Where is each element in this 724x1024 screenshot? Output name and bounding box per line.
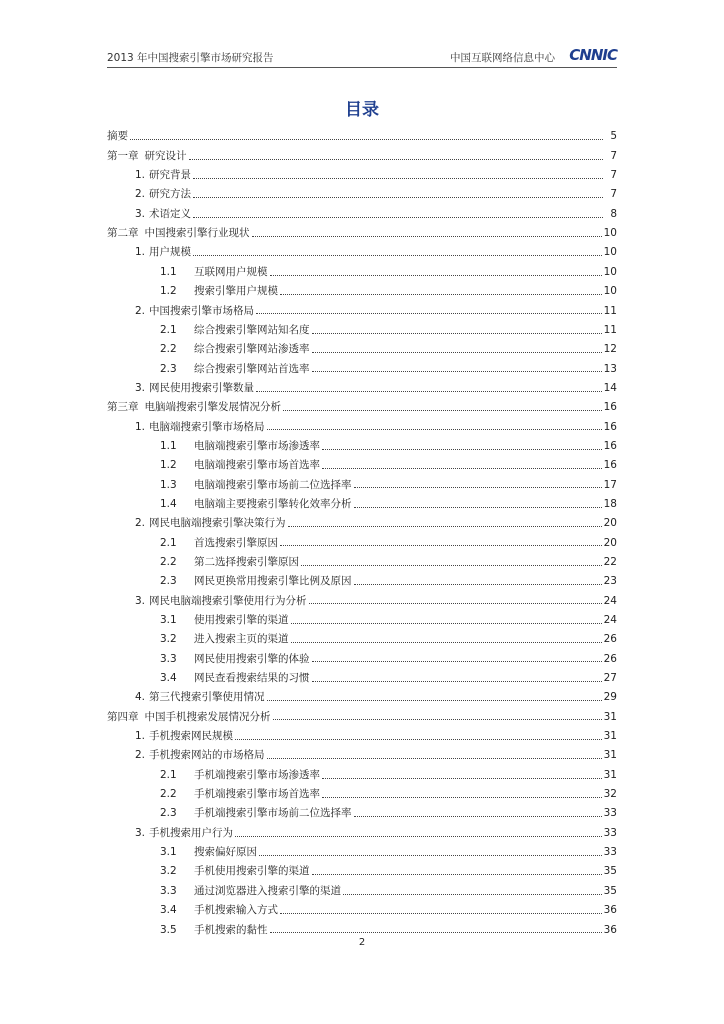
toc-entry-page: 31: [603, 768, 617, 781]
toc-entry-page: 31: [603, 749, 617, 762]
toc-entry-number: 2.2: [160, 343, 177, 356]
toc-leader-dots: [270, 932, 602, 933]
toc-leader-dots: [291, 642, 602, 643]
toc-entry-title: [160, 480, 352, 491]
toc-entry-page: 16: [603, 439, 617, 452]
toc-entry-number: 3.5: [160, 923, 177, 936]
toc-entry-page: 10: [603, 227, 617, 240]
toc-entry-page: 29: [603, 691, 617, 704]
toc-leader-dots: [301, 565, 602, 566]
toc-entry-number: 3.: [135, 207, 146, 220]
toc-leader-dots: [259, 855, 602, 856]
toc-entry-number: 2.: [135, 304, 146, 317]
toc-entry-label: 电脑端主要搜索引擎转化效率分析: [194, 497, 352, 510]
toc-entry-number: 2.: [135, 188, 146, 201]
toc-entry-label: 手机端搜索引擎市场渗透率: [194, 768, 320, 781]
toc-entry-page: 35: [603, 884, 617, 897]
toc-entry-page: 13: [603, 362, 617, 375]
organization-name: 中国互联网络信息中心: [450, 52, 555, 64]
toc-entry-page: 24: [603, 594, 617, 607]
toc-entry-label: 通过浏览器进入搜索引擎的渠道: [194, 884, 341, 897]
toc-entry-label: 进入搜索主页的渠道: [194, 633, 289, 646]
toc-leader-dots: [256, 313, 602, 314]
toc-entry-label: 中国搜索引擎市场格局: [149, 304, 255, 317]
toc-entry-number: 1.2: [160, 459, 177, 472]
toc-entry-label: 首选搜索引擎原因: [194, 536, 278, 549]
toc-entry-label: 摘要: [107, 130, 128, 143]
toc-entry-number: 2.3: [160, 362, 177, 375]
toc-entry-number: 3.1: [160, 614, 177, 627]
toc-entry-title: [160, 925, 268, 936]
toc-leader-dots: [193, 178, 603, 179]
toc-entry[interactable]: [107, 843, 617, 862]
toc-leader-dots: [354, 487, 602, 488]
toc-entry-page: 10: [603, 265, 617, 278]
toc-entry-label: 研究方法: [149, 188, 192, 201]
toc-entry-number: 2.3: [160, 807, 177, 820]
toc-entry-page: 11: [603, 304, 617, 317]
toc-entry-label: 综合搜索引擎网站首选率: [194, 362, 310, 375]
toc-leader-dots: [235, 739, 602, 740]
toc-leader-dots: [312, 352, 602, 353]
toc-entry[interactable]: [107, 146, 617, 165]
toc-entry-page: 16: [603, 401, 617, 414]
toc-entry-label: 网民电脑端搜索引擎使用行为分析: [149, 594, 307, 607]
toc-entry-title: [135, 750, 265, 761]
toc-entry-label: 第三代搜索引擎使用情况: [149, 691, 265, 704]
toc-entry[interactable]: [107, 495, 617, 514]
toc-entry[interactable]: [107, 553, 617, 572]
toc-entry[interactable]: [107, 901, 617, 920]
toc-entry[interactable]: [107, 398, 617, 417]
toc-entry-title: [160, 789, 320, 800]
toc-leader-dots: [354, 507, 602, 508]
toc-entry-label: 电脑端搜索引擎市场首选率: [194, 459, 320, 472]
page-title: 目录: [345, 100, 379, 120]
toc-entry[interactable]: [107, 417, 617, 436]
report-title-header: 2013 年中国搜索引擎市场研究报告: [107, 52, 274, 64]
toc-entry-title: [160, 344, 310, 355]
toc-entry[interactable]: [107, 785, 617, 804]
toc-entry-title: [135, 731, 233, 742]
toc-entry-label: 手机搜索网站的市场格局: [149, 749, 265, 762]
header-divider: [107, 67, 617, 68]
toc-entry-page: 7: [610, 149, 617, 162]
toc-entry[interactable]: [107, 359, 617, 378]
toc-entry-page: 18: [603, 497, 617, 510]
toc-entry-page: 31: [603, 730, 617, 743]
toc-leader-dots: [280, 545, 602, 546]
toc-entry-page: 5: [610, 130, 617, 143]
toc-entry[interactable]: [107, 282, 617, 301]
toc-entry-number: 3.2: [160, 633, 177, 646]
toc-entry-page: 33: [603, 826, 617, 839]
toc-leader-dots: [312, 661, 602, 662]
toc-leader-dots: [235, 836, 602, 837]
toc-leader-dots: [270, 275, 602, 276]
toc-entry-title: [135, 596, 307, 607]
toc-entry-title: [107, 402, 281, 413]
cnnic-logo: CNNIC: [569, 46, 617, 64]
toc-entry-title: [160, 634, 289, 645]
toc-entry[interactable]: [107, 340, 617, 359]
toc-entry-title: [160, 364, 310, 375]
toc-entry[interactable]: [107, 572, 617, 591]
toc-entry[interactable]: [107, 823, 617, 842]
toc-entry-title: [160, 460, 320, 471]
toc-entry-title: [160, 325, 310, 336]
toc-entry-label: 研究背景: [149, 169, 192, 182]
toc-entry-number: 1.: [135, 730, 146, 743]
toc-entry[interactable]: [107, 727, 617, 746]
toc-entry-title: [135, 306, 254, 317]
toc-entry-number: 1.2: [160, 285, 177, 298]
toc-entry-page: 27: [603, 672, 617, 685]
toc-entry[interactable]: [107, 320, 617, 339]
toc-leader-dots: [252, 236, 602, 237]
toc-entry-page: 32: [603, 788, 617, 801]
toc-entry-label: 手机搜索网民规模: [149, 730, 234, 743]
toc-entry[interactable]: [107, 630, 617, 649]
toc-entry-title: [135, 209, 191, 220]
toc-entry[interactable]: [107, 533, 617, 552]
toc-entry-page: 20: [603, 536, 617, 549]
toc-leader-dots: [354, 816, 602, 817]
toc-entry-title: [160, 847, 257, 858]
toc-leader-dots: [291, 623, 602, 624]
toc-entry-number: 2.1: [160, 536, 177, 549]
toc-entry-number: 1.: [135, 420, 146, 433]
toc-entry-number: 3.: [135, 594, 146, 607]
toc-entry-label: 网民使用搜索引擎的体验: [194, 652, 310, 665]
toc-entry-label: 第二选择搜索引擎原因: [194, 555, 299, 568]
toc-entry-page: 26: [603, 633, 617, 646]
toc-entry-title: [160, 654, 310, 665]
toc-entry-label: 手机搜索输入方式: [194, 904, 278, 917]
toc-entry-label: 电脑端搜索引擎市场前二位选择率: [194, 478, 352, 491]
toc-leader-dots: [312, 333, 602, 334]
toc-entry-label: 中国手机搜索发展情况分析: [144, 710, 271, 723]
toc-entry-page: 23: [603, 575, 617, 588]
toc-leader-dots: [322, 778, 602, 779]
toc-entry-page: 12: [603, 343, 617, 356]
toc-entry-number: 3.3: [160, 884, 177, 897]
toc-entry-number: 1.1: [160, 439, 177, 452]
toc-entry-number: 2.2: [160, 555, 177, 568]
page-number: 2: [358, 937, 366, 948]
toc-leader-dots: [283, 410, 602, 411]
toc-entry-number: 2.1: [160, 768, 177, 781]
toc-entry-page: 36: [603, 923, 617, 936]
toc-leader-dots: [273, 719, 602, 720]
toc-entry-number: 4.: [135, 691, 146, 704]
toc-entry-page: 31: [603, 710, 617, 723]
toc-entry-number: 第三章: [107, 401, 139, 414]
toc-entry-number: 2.: [135, 749, 146, 762]
toc-entry-number: 3.1: [160, 846, 177, 859]
toc-entry-title: [160, 576, 352, 587]
toc-entry-label: 网民电脑端搜索引擎决策行为: [149, 517, 286, 530]
toc-entry[interactable]: [107, 243, 617, 262]
toc-leader-dots: [312, 371, 602, 372]
toc-entry[interactable]: [107, 437, 617, 456]
toc-entry-number: 3.3: [160, 652, 177, 665]
toc-entry-label: 网民使用搜索引擎数量: [149, 381, 255, 394]
toc-entry-number: 2.1: [160, 323, 177, 336]
toc-entry-number: 1.: [135, 246, 146, 259]
toc-leader-dots: [322, 468, 602, 469]
toc-entry-label: 手机搜索用户行为: [149, 826, 234, 839]
toc-entry-label: 手机端搜索引擎市场前二位选择率: [194, 807, 352, 820]
toc-entry[interactable]: [107, 378, 617, 397]
page-header: [107, 46, 617, 66]
toc-leader-dots: [130, 139, 603, 140]
toc-entry-page: 10: [603, 246, 617, 259]
toc-entry-title: [160, 770, 320, 781]
toc-entry[interactable]: [107, 224, 617, 243]
toc-entry-label: 中国搜索引擎行业现状: [144, 227, 250, 240]
toc-entry-page: 16: [603, 420, 617, 433]
toc-entry-title: [160, 441, 320, 452]
toc-entry-number: 2.2: [160, 788, 177, 801]
toc-leader-dots: [256, 391, 602, 392]
toc-entry-label: 用户规模: [149, 246, 192, 259]
toc-entry-page: 17: [603, 478, 617, 491]
toc-entry-page: 11: [603, 323, 617, 336]
toc-entry-title: [160, 886, 341, 897]
toc-leader-dots: [267, 429, 602, 430]
toc-entry-label: 研究设计: [144, 149, 187, 162]
toc-entry-page: 14: [603, 381, 617, 394]
toc-leader-dots: [193, 255, 602, 256]
toc-entry[interactable]: [107, 804, 617, 823]
toc-leader-dots: [267, 758, 602, 759]
toc-entry-number: 1.4: [160, 497, 177, 510]
toc-entry-page: 22: [603, 555, 617, 568]
toc-leader-dots: [267, 700, 602, 701]
toc-leader-dots: [193, 217, 603, 218]
toc-entry-page: 7: [610, 188, 617, 201]
toc-entry-label: 手机使用搜索引擎的渠道: [194, 865, 310, 878]
toc-entry-number: 2.: [135, 517, 146, 530]
toc-leader-dots: [322, 797, 602, 798]
toc-entry-page: 26: [603, 652, 617, 665]
toc-entry[interactable]: [107, 746, 617, 765]
toc-entry-number: 3.4: [160, 904, 177, 917]
toc-entry-number: 2.3: [160, 575, 177, 588]
toc-leader-dots: [309, 603, 602, 604]
toc-leader-dots: [322, 449, 602, 450]
toc-entry[interactable]: [107, 475, 617, 494]
toc-entry-title: [135, 828, 233, 839]
toc-entry-title: [107, 228, 250, 239]
toc-entry-page: 16: [603, 459, 617, 472]
toc-entry-title: [160, 267, 268, 278]
toc-entry-title: [107, 712, 271, 723]
toc-entry[interactable]: [107, 591, 617, 610]
toc-entry-page: 20: [603, 517, 617, 530]
toc-leader-dots: [280, 294, 602, 295]
toc-entry-label: 网民更换常用搜索引擎比例及原因: [194, 575, 352, 588]
toc-entry-title: [135, 692, 265, 703]
toc-leader-dots: [189, 159, 604, 160]
toc-entry-label: 使用搜索引擎的渠道: [194, 614, 289, 627]
toc-entry-title: [135, 383, 254, 394]
toc-entry-page: 24: [603, 614, 617, 627]
toc-leader-dots: [312, 874, 602, 875]
toc-entry-number: 1.1: [160, 265, 177, 278]
toc-entry[interactable]: [107, 456, 617, 475]
toc-entry-label: 互联网用户规模: [194, 265, 268, 278]
toc-entry-title: [160, 808, 352, 819]
toc-entry-label: 搜索引擎用户规模: [194, 285, 278, 298]
toc-entry[interactable]: [107, 669, 617, 688]
toc-entry-page: 10: [603, 285, 617, 298]
toc-entry-label: 电脑端搜索引擎市场渗透率: [194, 439, 320, 452]
toc-entry-page: 7: [610, 169, 617, 182]
toc-entry[interactable]: [107, 514, 617, 533]
toc-entry[interactable]: [107, 127, 617, 146]
toc-leader-dots: [343, 894, 602, 895]
toc-entry-label: 手机端搜索引擎市场首选率: [194, 788, 320, 801]
toc-entry-label: 综合搜索引擎网站渗透率: [194, 343, 310, 356]
toc-entry-label: 电脑端搜索引擎发展情况分析: [144, 401, 281, 414]
toc-entry-title: [135, 189, 191, 200]
toc-entry-title: [135, 170, 191, 181]
toc-entry-page: 33: [603, 807, 617, 820]
toc-entry-number: 3.: [135, 381, 146, 394]
toc-entry-label: 网民查看搜索结果的习惯: [194, 672, 310, 685]
toc-entry-page: 8: [610, 207, 617, 220]
toc-entry-title: [160, 286, 278, 297]
toc-entry[interactable]: [107, 262, 617, 281]
toc-leader-dots: [312, 681, 602, 682]
toc-entry[interactable]: [107, 611, 617, 630]
toc-entry-page: 36: [603, 904, 617, 917]
toc-entry-title: [135, 518, 286, 529]
toc-entry[interactable]: [107, 765, 617, 784]
toc-entry[interactable]: [107, 881, 617, 900]
toc-entry-number: 第一章: [107, 149, 139, 162]
toc-entry-title: [160, 557, 299, 568]
toc-entry-title: [160, 615, 289, 626]
toc-entry-page: 35: [603, 865, 617, 878]
toc-entry[interactable]: [107, 204, 617, 223]
toc-entry-number: 第四章: [107, 710, 139, 723]
toc-entry-title: [107, 131, 128, 142]
toc-entry-label: 电脑端搜索引擎市场格局: [149, 420, 265, 433]
toc-entry[interactable]: [107, 707, 617, 726]
toc-entry-number: 1.: [135, 169, 146, 182]
toc-entry-number: 3.: [135, 826, 146, 839]
toc-entry[interactable]: [107, 301, 617, 320]
toc-entry-label: 综合搜索引擎网站知名度: [194, 323, 310, 336]
toc-entry-number: 第二章: [107, 227, 139, 240]
toc-leader-dots: [193, 197, 603, 198]
toc-entry-number: 3.2: [160, 865, 177, 878]
toc-entry-title: [135, 422, 265, 433]
toc-entry-title: [160, 673, 310, 684]
toc-entry-label: 手机搜索的黏性: [194, 923, 268, 936]
toc-entry-label: 搜索偏好原因: [194, 846, 257, 859]
toc-leader-dots: [354, 584, 602, 585]
toc-entry-number: 3.4: [160, 672, 177, 685]
toc-entry-title: [160, 499, 352, 510]
toc-entry[interactable]: [107, 688, 617, 707]
table-of-contents: [107, 127, 617, 939]
toc-entry[interactable]: [107, 862, 617, 881]
toc-leader-dots: [288, 526, 602, 527]
toc-entry-title: [160, 538, 278, 549]
toc-entry[interactable]: [107, 649, 617, 668]
toc-entry[interactable]: [107, 185, 617, 204]
toc-leader-dots: [280, 913, 602, 914]
toc-entry-title: [160, 905, 278, 916]
toc-entry[interactable]: [107, 166, 617, 185]
toc-entry-title: [107, 151, 187, 162]
toc-entry-page: 33: [603, 846, 617, 859]
toc-entry-title: [135, 247, 191, 258]
toc-entry-label: 术语定义: [149, 207, 192, 220]
toc-entry-number: 1.3: [160, 478, 177, 491]
toc-entry-title: [160, 866, 310, 877]
